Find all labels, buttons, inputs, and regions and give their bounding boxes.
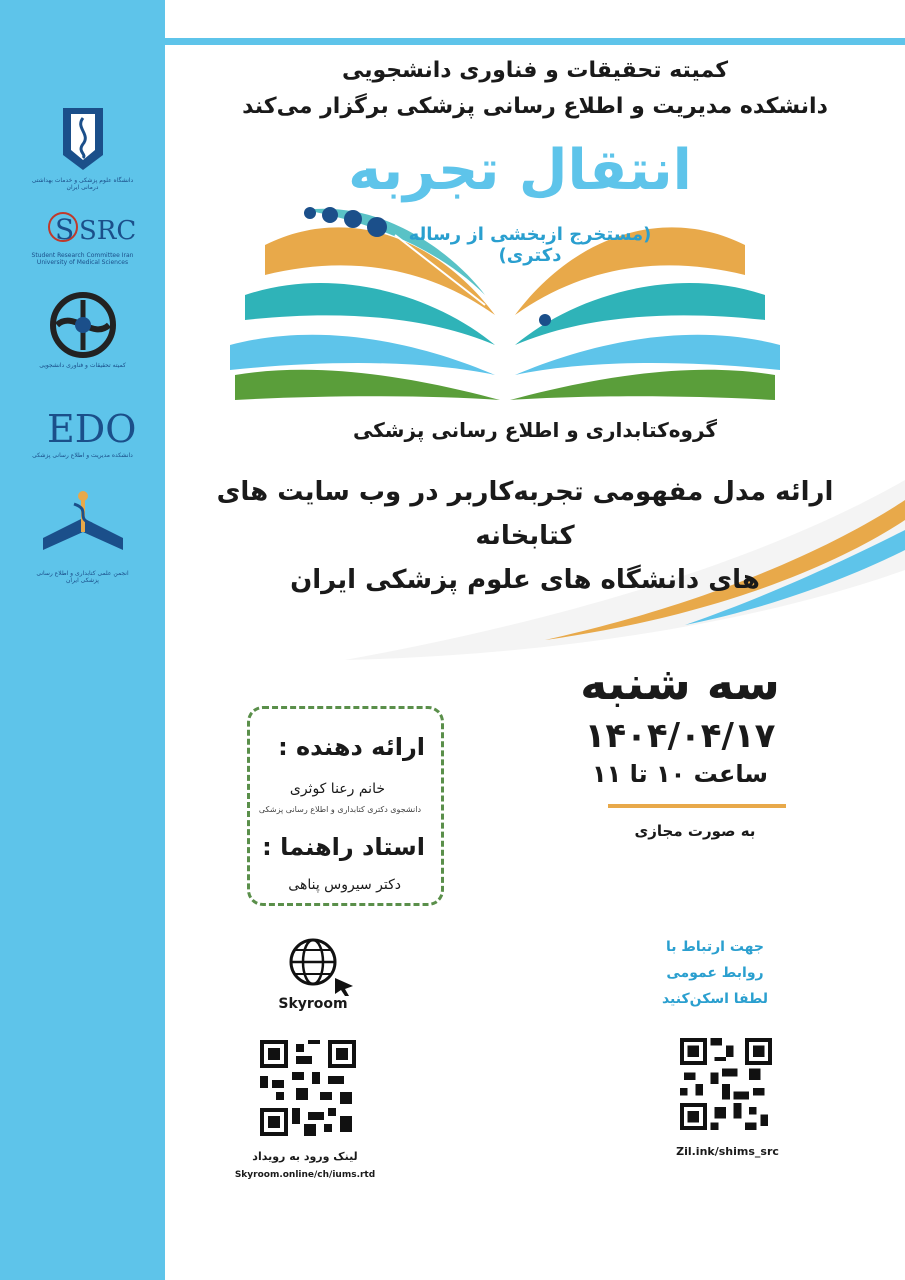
event-mode: به صورت مجازی: [634, 822, 756, 840]
logo5-caption: انجمن علمی کتابداری و اطلاع رسانی پزشکی ایران: [36, 570, 129, 584]
svg-text:S: S: [54, 213, 74, 246]
src-logo: [30, 205, 135, 266]
logo2-caption: Student Research Committee Iran University of Medical Sciences: [31, 252, 134, 266]
contact-line3: لطفا اسکن‌کنید: [661, 991, 769, 1007]
edo-logo: [30, 400, 135, 459]
event-title: انتقال تجربه: [348, 138, 692, 203]
cursor-icon: [335, 978, 353, 996]
event-date: ۱۴۰۴/۰۴/۱۷: [584, 716, 776, 756]
event-day: سه شنبه: [580, 656, 780, 710]
contact-line2: روابط عمومی: [666, 965, 764, 981]
talk-title-line2: های دانشگاه های علوم پزشکی ایران: [290, 565, 760, 595]
event-link-title: لینک ورود به رویداد: [252, 1150, 358, 1163]
contact-link-url[interactable]: Zil.ink/shims_src: [676, 1145, 779, 1158]
contact-text: [640, 934, 790, 1012]
advisor-label: استاد راهنما :: [262, 833, 425, 861]
iums-logo: [30, 100, 135, 191]
logo4-text: EDO: [46, 407, 136, 451]
top-divider: [165, 38, 905, 45]
advisor-name: دکتر سیروس پناهی: [288, 877, 401, 893]
talk-title-line1: ارائه مدل مفهومی تجربه‌کاربر در وب سایت های کتابخانه: [216, 477, 834, 551]
event-time: ساعت ۱۰ تا ۱۱: [591, 760, 769, 788]
skyroom-label: Skyroom: [278, 996, 348, 1012]
library-association-logo: [30, 488, 135, 584]
presenter-note: دانشجوی دکتری کتابداری و اطلاع رسانی پزشکی: [258, 805, 421, 814]
globe-icon[interactable]: [287, 936, 359, 996]
talk-title: [180, 470, 870, 602]
logo4-caption: دانشکده مدیریت و اطلاع رسانی پزشکی: [32, 452, 133, 459]
schedule-divider: [608, 804, 786, 808]
department-line: گروه‌کتابداری و اطلاع رسانی پزشکی: [352, 418, 718, 442]
logo3-caption: کمیته تحقیقات و فناوری دانشجویی: [39, 362, 126, 369]
logo1-caption: دانشگاه علوم پزشکی و خدمات بهداشتی درمانی ایران: [31, 177, 134, 191]
speakers-box: [247, 706, 444, 906]
faculty-line: دانشکده مدیریت و اطلاع رسانی پزشکی برگزار می‌کند: [242, 94, 828, 119]
sidebar: [0, 0, 165, 1280]
skyroom-qr-code[interactable]: [260, 1040, 356, 1136]
logo2-text: SRC: [78, 216, 136, 246]
event-link-url[interactable]: Skyroom.online/ch/iums.rtd: [234, 1170, 376, 1180]
presenter-label: ارائه دهنده :: [278, 733, 425, 761]
contact-line1: جهت ارتباط با: [665, 939, 765, 955]
contact-qr-code[interactable]: [680, 1038, 772, 1130]
event-subtitle: (مستخرج ازبخشی از رساله دکتری): [408, 224, 652, 266]
presenter-name: خانم رعنا کوثری: [289, 781, 385, 797]
committee-line: کمیته تحقیقات و فناوری دانشجویی: [341, 58, 729, 83]
research-committee-logo: [30, 290, 135, 369]
